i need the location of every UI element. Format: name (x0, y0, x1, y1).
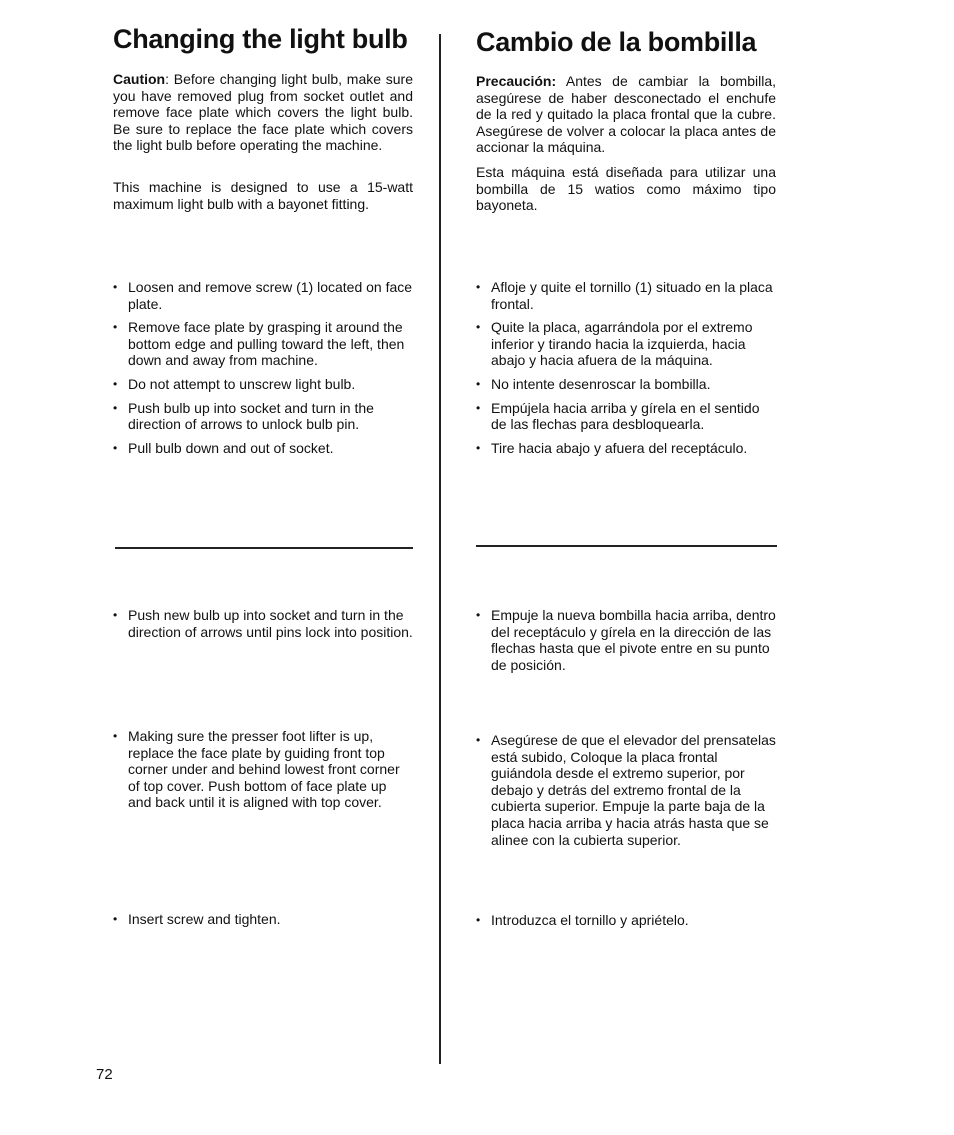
column-divider (439, 34, 441, 1064)
title-en: Changing the light bulb (113, 24, 408, 54)
spec-paragraph-es: Esta máquina está diseñada para utilizar una bombilla de 15 watios como máximo tipo bayoneta. (476, 164, 776, 214)
screw-step-en (113, 911, 413, 935)
list-item: • Making sure the presser foot lifter is up, replace the face plate by guiding front top corner under and behind lowest front corner of top cover. Push bottom of face plate up and back until it is aligned with top cover. (113, 728, 413, 811)
page-number: 72 (96, 1066, 113, 1083)
screw-step-es (476, 912, 776, 936)
spec-paragraph-en: This machine is designed to use a 15-watt maximum light bulb with a bayonet fitting. (113, 179, 413, 212)
caution-label-es: Precaución: (476, 73, 557, 89)
caution-text-es: Antes de cambiar la bombilla, asegúrese de haber desconectado el enchufe de la red y quitado la placa frontal que la cubre. Asegúrese de volver a colocar la placa antes de accionar la máquina. (476, 73, 776, 156)
list-item: • No intente desenroscar la bombilla. (476, 376, 776, 393)
remove-steps-en (113, 279, 413, 463)
title-es: Cambio de la bombilla (476, 27, 757, 57)
list-item: • Asegúrese de que el elevador del prensatelas está subido, Coloque la placa frontal guiándola desde el extremo superior, por debajo y detrás del extremo frontal de la cubierta superior. Empuje la parte baja de la placa hacia arriba y hacia atrás hasta que se alinee con la cubierta superior. (476, 732, 776, 848)
list-item: • Tire hacia abajo y afuera del receptáculo. (476, 440, 776, 457)
replace-plate-step-en (113, 728, 413, 818)
list-item: • Remove face plate by grasping it around the bottom edge and pulling toward the left, then down and away from machine. (113, 319, 413, 369)
replace-plate-step-es (476, 732, 776, 855)
list-item: • Pull bulb down and out of socket. (113, 440, 413, 457)
list-item: • Do not attempt to unscrew light bulb. (113, 376, 413, 393)
insert-step-en (113, 607, 413, 647)
section-rule-es (476, 545, 777, 547)
list-item: • Afloje y quite el tornillo (1) situado en la placa frontal. (476, 279, 776, 312)
caution-label-en: Caution (113, 71, 166, 87)
insert-step-es (476, 607, 776, 680)
list-item: • Introduzca el tornillo y apriételo. (476, 912, 776, 929)
list-item: • Loosen and remove screw (1) located on face plate. (113, 279, 413, 312)
list-item: • Empuje la nueva bombilla hacia arriba, dentro del receptáculo y gírela en la dirección de las flechas hasta que el pivote entre en su punto de posición. (476, 607, 776, 673)
caution-paragraph-en (113, 71, 413, 154)
caution-paragraph-es (476, 73, 776, 156)
caution-text-en: : Before changing light bulb, make sure you have removed plug from socket outlet and remove face plate which covers the light bulb. Be sure to replace the face plate which covers the light bulb before operating the machine. (113, 71, 413, 154)
list-item: • Push bulb up into socket and turn in the direction of arrows to unlock bulb pin. (113, 400, 413, 433)
list-item: • Push new bulb up into socket and turn in the direction of arrows until pins lock into position. (113, 607, 413, 640)
list-item: • Empújela hacia arriba y gírela en el sentido de las flechas para desbloquearla. (476, 400, 776, 433)
section-rule-en (115, 547, 413, 549)
remove-steps-es (476, 279, 776, 463)
list-item: • Insert screw and tighten. (113, 911, 413, 928)
list-item: • Quite la placa, agarrándola por el extremo inferior y tirando hacia la izquierda, hacia abajo y hacia afuera de la máquina. (476, 319, 776, 369)
